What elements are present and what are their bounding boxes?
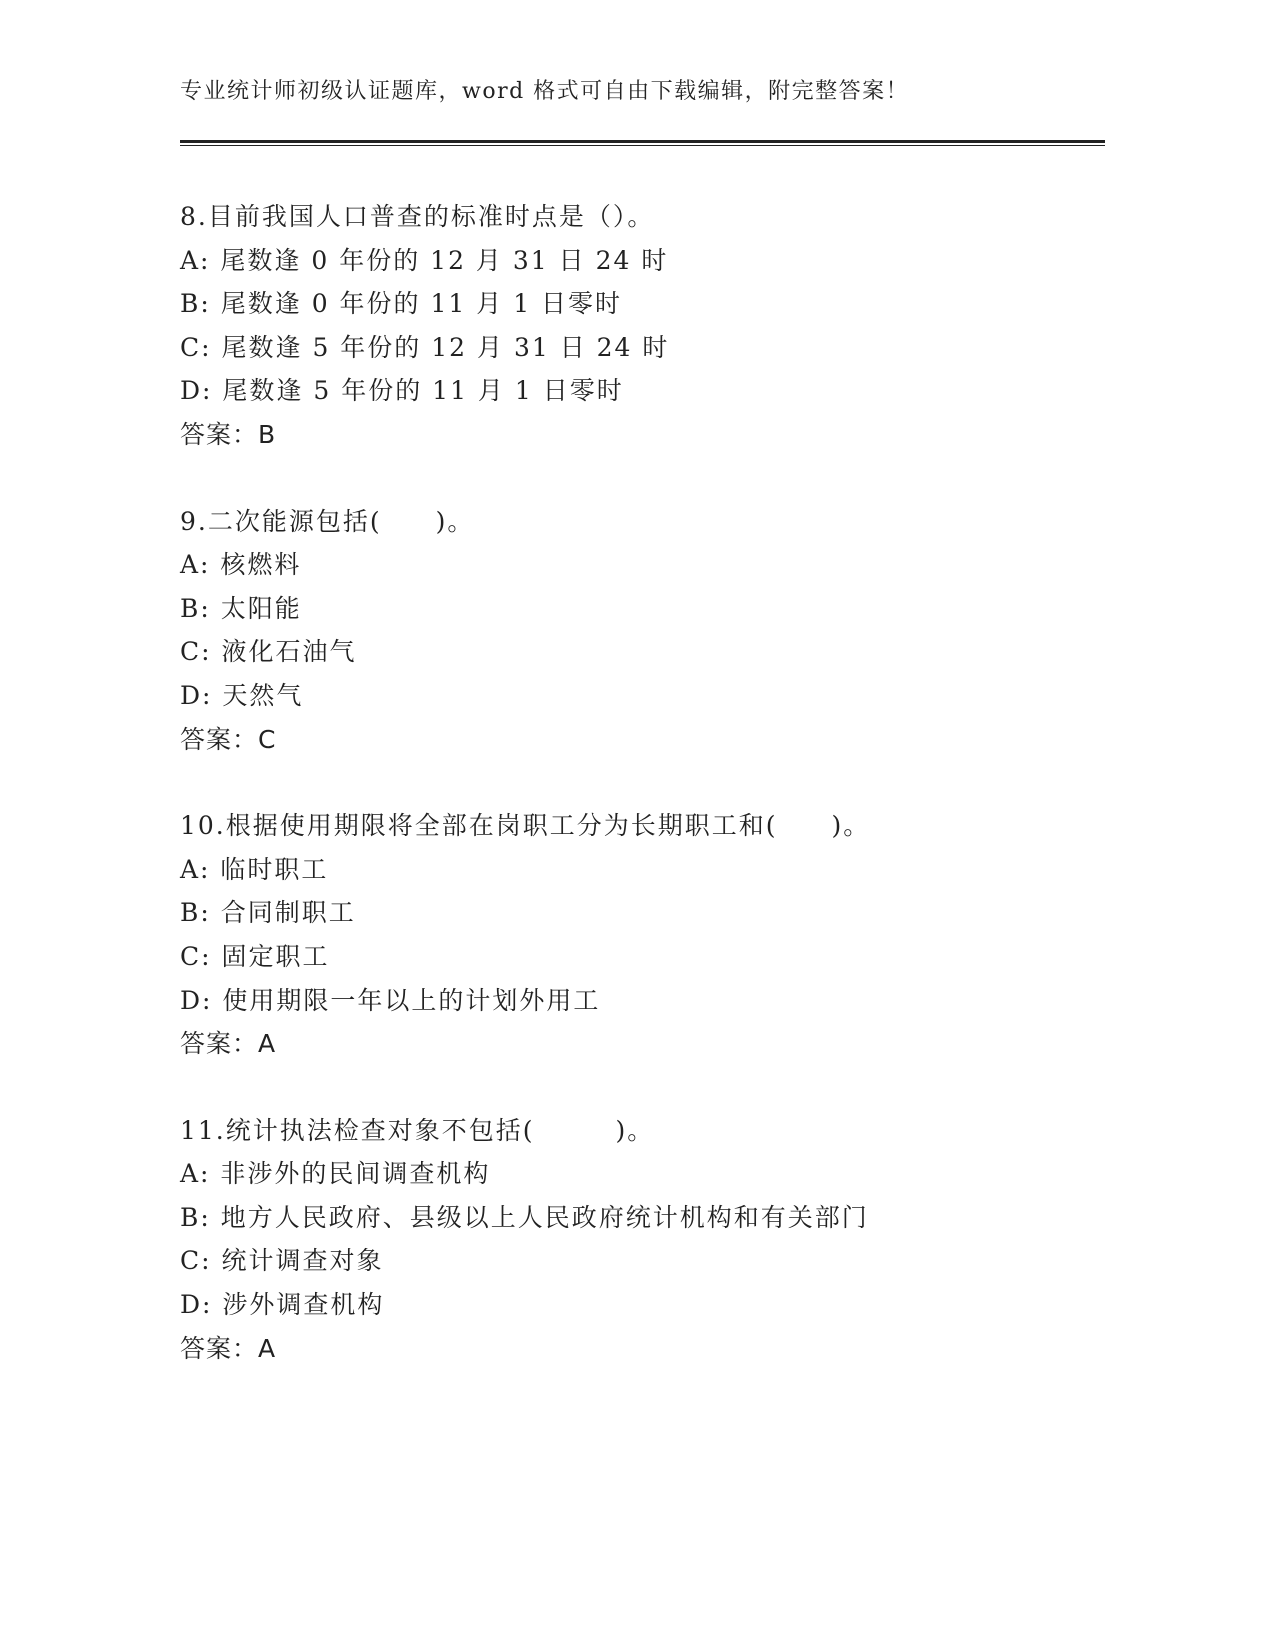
page-header: 专业统计师初级认证题库，word 格式可自由下载编辑，附完整答案！	[180, 79, 910, 104]
header-divider	[180, 140, 1105, 146]
question-11	[180, 1109, 1105, 1371]
option-a: A: 临时职工	[180, 854, 329, 884]
option-c: C: 液化石油气	[180, 637, 357, 667]
option-b: B: 太阳能	[180, 593, 302, 623]
answer-label: 答案：B	[180, 419, 277, 449]
option-a: A: 非涉外的民间调查机构	[180, 1159, 491, 1189]
answer-label: 答案：A	[180, 1333, 277, 1363]
question-stem: 10.根据使用期限将全部在岗职工分为长期职工和( )。	[180, 811, 871, 841]
option-c: C: 固定职工	[180, 941, 330, 971]
option-c: C: 尾数逢 5 年份的 12 月 31 日 24 时	[180, 332, 670, 362]
option-a: A: 核燃料	[180, 550, 302, 580]
answer-label: 答案：A	[180, 1029, 277, 1059]
question-9	[180, 500, 1105, 762]
question-10	[180, 804, 1105, 1066]
option-b: B: 地方人民政府、县级以上人民政府统计机构和有关部门	[180, 1202, 869, 1232]
option-d: D: 涉外调查机构	[180, 1290, 385, 1320]
question-stem: 11.统计执法检查对象不包括( )。	[180, 1115, 655, 1145]
question-stem: 8.目前我国人口普查的标准时点是（）。	[180, 202, 655, 231]
option-b: B: 尾数逢 0 年份的 11 月 1 日零时	[180, 289, 623, 319]
question-8	[180, 195, 1105, 457]
question-stem: 9.二次能源包括( )。	[180, 506, 475, 536]
option-a: A: 尾数逢 0 年份的 12 月 31 日 24 时	[180, 245, 669, 275]
answer-label: 答案：C	[180, 724, 277, 754]
question-list	[180, 195, 1105, 1413]
option-d: D: 使用期限一年以上的计划外用工	[180, 985, 601, 1015]
option-d: D: 天然气	[180, 680, 304, 710]
option-b: B: 合同制职工	[180, 898, 356, 928]
option-d: D: 尾数逢 5 年份的 11 月 1 日零时	[180, 376, 624, 406]
option-c: C: 统计调查对象	[180, 1246, 384, 1276]
